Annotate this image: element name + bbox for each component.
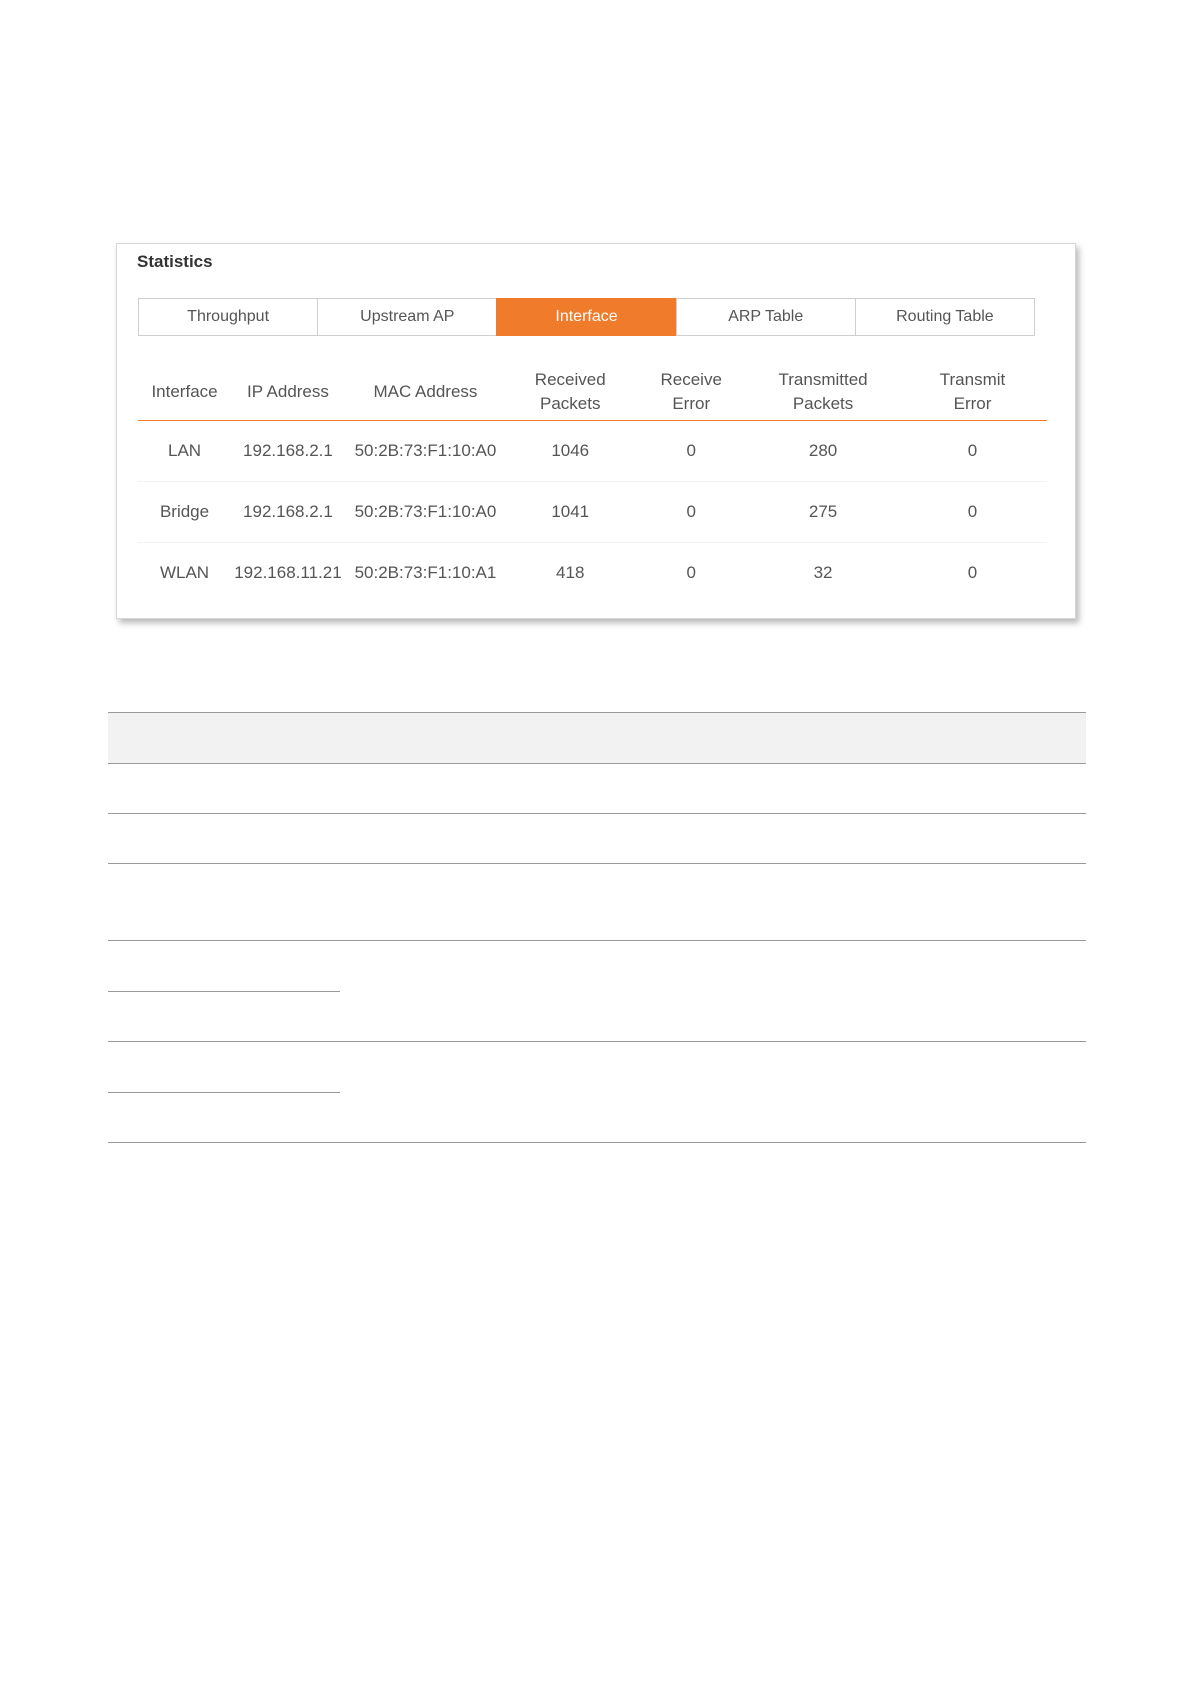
cell-mac-address: 50:2B:73:F1:10:A1 xyxy=(354,562,497,582)
cell-mac-address: 50:2B:73:F1:10:A0 xyxy=(345,481,506,542)
cell-transmit-error: 0 xyxy=(967,562,978,582)
column-header-received-packets: Received Packets xyxy=(506,364,634,420)
column-header-mac-address: MAC Address xyxy=(345,364,506,420)
table-row xyxy=(138,481,1047,542)
cell-ip-address: 192.168.2.1 xyxy=(231,420,345,481)
row-divider xyxy=(108,1092,340,1093)
tab-throughput[interactable]: Throughput xyxy=(138,298,318,336)
tab-routing-table[interactable]: Routing Table xyxy=(855,298,1035,336)
cell-transmitted-packets: 280 xyxy=(748,420,898,481)
statistics-panel xyxy=(116,243,1076,619)
cell-transmit-error: 0 xyxy=(898,420,1047,481)
cell-transmit-error: 0 xyxy=(898,481,1047,542)
cell-mac-address: 50:2B:73:F1:10:A0 xyxy=(345,420,506,481)
cell-transmitted-packets: 275 xyxy=(748,481,898,542)
panel-title: Statistics xyxy=(137,252,213,271)
cell-transmitted-packets: 32 xyxy=(813,562,833,582)
doc-table-row xyxy=(108,814,1086,864)
tab-arp-table[interactable]: ARP Table xyxy=(676,298,856,336)
doc-table-row xyxy=(108,941,1086,1042)
cell-received-packets: 1041 xyxy=(506,481,634,542)
tab-upstream-ap[interactable]: Upstream AP xyxy=(317,298,497,336)
table-row xyxy=(138,420,1047,481)
table-header-row xyxy=(138,364,1047,420)
cell-interface: Bridge xyxy=(138,481,231,542)
tab-interface[interactable]: Interface xyxy=(496,298,676,336)
column-header-interface: Interface xyxy=(138,364,231,420)
cell-interface: LAN xyxy=(138,420,231,481)
cell-received-packets: 1046 xyxy=(506,420,634,481)
parameter-description-table xyxy=(108,712,1086,1143)
cell-ip-address: 192.168.2.1 xyxy=(231,481,345,542)
interface-table xyxy=(138,364,1047,603)
doc-table-header xyxy=(108,712,1086,764)
row-divider xyxy=(108,991,340,992)
cell-received-packets: 418 xyxy=(556,562,585,582)
cell-receive-error: 0 xyxy=(634,420,748,481)
column-header-transmitted-packets: Transmitted Packets xyxy=(748,364,898,420)
column-header-ip-address: IP Address xyxy=(231,364,345,420)
cell-ip-address: 192.168.11.21 xyxy=(234,562,342,582)
doc-table-row xyxy=(108,864,1086,941)
table-row xyxy=(138,542,1047,603)
statistics-tabs xyxy=(138,298,1035,336)
cell-receive-error: 0 xyxy=(686,562,696,582)
cell-receive-error: 0 xyxy=(634,481,748,542)
doc-table-row xyxy=(108,1042,1086,1143)
cell-interface: WLAN xyxy=(159,562,210,582)
column-header-transmit-error: Transmit Error xyxy=(898,364,1047,420)
doc-table-row xyxy=(108,764,1086,814)
column-header-receive-error: Receive Error xyxy=(634,364,748,420)
